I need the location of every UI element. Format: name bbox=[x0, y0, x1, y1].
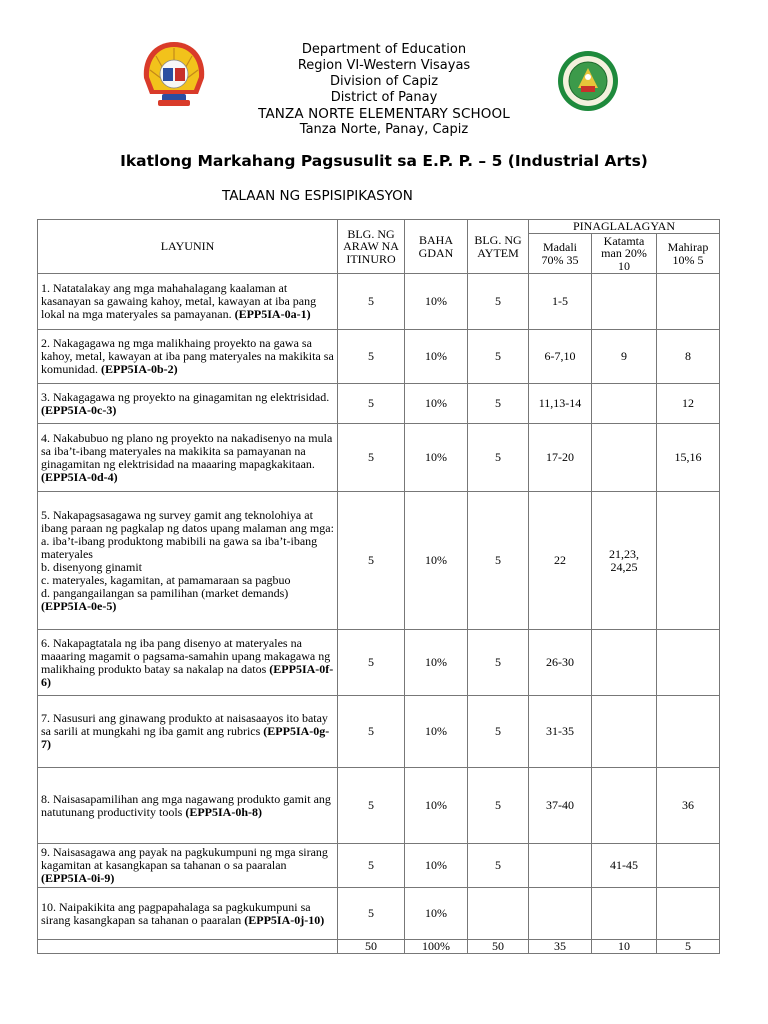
difficult-cell bbox=[657, 274, 720, 330]
items-cell: 5 bbox=[468, 384, 529, 424]
competency-code: (EPP5IA-0i-9) bbox=[41, 871, 115, 885]
competency-code: (EPP5IA-0j-10) bbox=[244, 912, 325, 927]
competency-code: (EPP5IA-0c-3) bbox=[41, 402, 117, 417]
table-row bbox=[38, 330, 720, 384]
days-cell: 5 bbox=[338, 888, 405, 940]
easy-cell bbox=[529, 888, 592, 940]
easy-cell: 6-7,10 bbox=[529, 330, 592, 384]
easy-cell: 1-5 bbox=[529, 274, 592, 330]
region-name: Region VI-Western Visayas bbox=[297, 58, 471, 73]
objective-text: 1. Natatalakay ang mga mahahalagang kaalaman at kasanayan sa gawaing kahoy, metal, kawayan at iba pang lokal na mga materyales sa pamayanan. bbox=[41, 281, 317, 321]
competency-code: (EPP5IA-0g-7) bbox=[41, 724, 330, 751]
objective-cell bbox=[38, 424, 338, 492]
difficult-cell bbox=[657, 630, 720, 696]
objective-cell bbox=[38, 844, 338, 888]
table-row bbox=[38, 384, 720, 424]
average-cell: 9 bbox=[592, 330, 657, 384]
average-cell bbox=[592, 768, 657, 844]
objective-cell bbox=[38, 768, 338, 844]
easy-cell: 37-40 bbox=[529, 768, 592, 844]
objective-cell bbox=[38, 492, 338, 630]
percent-cell: 10% bbox=[405, 384, 468, 424]
items-cell: 5 bbox=[468, 696, 529, 768]
total-difficult: 5 bbox=[657, 940, 720, 954]
days-cell: 5 bbox=[338, 768, 405, 844]
easy-cell: 17-20 bbox=[529, 424, 592, 492]
days-cell: 5 bbox=[338, 274, 405, 330]
header-days: BLG. NG ARAW NA ITINURO bbox=[338, 220, 405, 274]
table-row bbox=[38, 844, 720, 888]
header-layunin: LAYUNIN bbox=[38, 220, 338, 274]
easy-cell: 31-35 bbox=[529, 696, 592, 768]
average-cell bbox=[592, 274, 657, 330]
objective-cell bbox=[38, 384, 338, 424]
objective-text: 7. Nasusuri ang ginawang produkto at naisasaayos ito batay sa sarili at mungkahi ng iba gamit ang rubrics bbox=[41, 711, 328, 738]
header-difficult: Mahirap 10% 5 bbox=[657, 234, 720, 274]
items-cell: 5 bbox=[468, 844, 529, 888]
items-cell: 5 bbox=[468, 768, 529, 844]
difficult-cell: 8 bbox=[657, 330, 720, 384]
objective-cell bbox=[38, 888, 338, 940]
objective-text: 9. Naisasagawa ang payak na pagkukumpuni ng mga sirang kagamitan at kasangkapan sa tahanan o sa paaralan bbox=[41, 845, 328, 872]
average-cell: 41-45 bbox=[592, 844, 657, 888]
average-cell bbox=[592, 424, 657, 492]
items-cell bbox=[468, 888, 529, 940]
easy-cell bbox=[529, 844, 592, 888]
competency-code: (EPP5IA-0b-2) bbox=[101, 362, 178, 376]
objective-cell bbox=[38, 696, 338, 768]
competency-code: (EPP5IA-0e-5) bbox=[41, 598, 117, 613]
days-cell: 5 bbox=[338, 424, 405, 492]
easy-cell: 11,13-14 bbox=[529, 384, 592, 424]
easy-cell: 26-30 bbox=[529, 630, 592, 696]
table-body bbox=[38, 274, 720, 940]
objective-text: 3. Nakagagawa ng proyekto na ginagamitan ng elektrisidad. bbox=[41, 389, 330, 404]
competency-code: (EPP5IA-0d-4) bbox=[41, 469, 118, 484]
average-cell: 21,23, 24,25 bbox=[592, 492, 657, 630]
percent-cell: 10% bbox=[405, 492, 468, 630]
difficult-cell: 12 bbox=[657, 384, 720, 424]
totals-row bbox=[38, 940, 720, 954]
objective-cell bbox=[38, 630, 338, 696]
table-row bbox=[38, 492, 720, 630]
days-cell: 5 bbox=[338, 696, 405, 768]
header-items: BLG. NG AYTEM bbox=[468, 220, 529, 274]
table-row bbox=[38, 424, 720, 492]
objective-text: 8. Naisasapamilihan ang mga nagawang produkto gamit ang natutunang productivity tools bbox=[41, 791, 331, 819]
percent-cell: 10% bbox=[405, 696, 468, 768]
difficult-cell: 15,16 bbox=[657, 424, 720, 492]
average-cell bbox=[592, 384, 657, 424]
objective-cell bbox=[38, 330, 338, 384]
header-average: Katamta man 20% 10 bbox=[592, 234, 657, 274]
difficult-cell bbox=[657, 696, 720, 768]
items-cell: 5 bbox=[468, 274, 529, 330]
table-row bbox=[38, 630, 720, 696]
percent-cell: 10% bbox=[405, 274, 468, 330]
table-row bbox=[38, 768, 720, 844]
totals-label bbox=[38, 940, 338, 954]
objective-text: 6. Nakapagtatala ng iba pang disenyo at materyales na maaaring magamit o pagsama-samahin upang makagawa ng malikhaing produkto batay sa nakalap na datos bbox=[41, 635, 331, 676]
document-title: Ikatlong Markahang Pagsusulit sa E.P. P. – 5 (Industrial Arts) bbox=[120, 152, 648, 170]
table-row bbox=[38, 888, 720, 940]
items-cell: 5 bbox=[468, 330, 529, 384]
letterhead bbox=[0, 42, 768, 138]
percent-cell: 10% bbox=[405, 630, 468, 696]
items-cell: 5 bbox=[468, 492, 529, 630]
percent-cell: 10% bbox=[405, 424, 468, 492]
items-cell: 5 bbox=[468, 424, 529, 492]
district-name: District of Panay bbox=[330, 90, 438, 105]
header-easy: Madali 70% 35 bbox=[529, 234, 592, 274]
total-easy: 35 bbox=[529, 940, 592, 954]
percent-cell: 10% bbox=[405, 888, 468, 940]
difficult-cell bbox=[657, 492, 720, 630]
table-row bbox=[38, 274, 720, 330]
total-items: 50 bbox=[468, 940, 529, 954]
total-average: 10 bbox=[592, 940, 657, 954]
objective-cell bbox=[38, 274, 338, 330]
percent-cell: 10% bbox=[405, 330, 468, 384]
items-cell: 5 bbox=[468, 630, 529, 696]
header-placement: PINAGLALAGYAN bbox=[529, 220, 720, 234]
days-cell: 5 bbox=[338, 844, 405, 888]
table-row bbox=[38, 696, 720, 768]
total-days: 50 bbox=[338, 940, 405, 954]
days-cell: 5 bbox=[338, 630, 405, 696]
total-percent: 100% bbox=[405, 940, 468, 954]
days-cell: 5 bbox=[338, 384, 405, 424]
competency-code: (EPP5IA-0h-8) bbox=[185, 804, 262, 819]
objective-text: 4. Nakabubuo ng plano ng proyekto na nakadisenyo na mula sa iba’t-ibang materyales na makikita sa pamayanan na ginagamitan ng elektrisidad na maaaring mapagkakitaan. bbox=[41, 430, 333, 471]
department-name: Department of Education bbox=[301, 42, 467, 57]
days-cell: 5 bbox=[338, 330, 405, 384]
average-cell bbox=[592, 630, 657, 696]
objective-text: 5. Nakapagsasagawa ng survey gamit ang teknolohiya at ibang paraan ng pagkalap ng datos upang malaman ang mga: a. iba’t-ibang produktong mabibili na gawa sa iba’t-ibang materyales b. disenyong ginamit c. materyales, kagamitan, at pamamaraan sa pagbuo d. pangangailangan sa pamilihan (market demands) bbox=[41, 507, 334, 600]
difficult-cell bbox=[657, 844, 720, 888]
header-percent: BAHA GDAN bbox=[405, 220, 468, 274]
competency-code: (EPP5IA-0a-1) bbox=[234, 307, 311, 321]
easy-cell: 22 bbox=[529, 492, 592, 630]
school-address: Tanza Norte, Panay, Capiz bbox=[299, 122, 469, 137]
specification-table bbox=[37, 219, 720, 954]
difficult-cell: 36 bbox=[657, 768, 720, 844]
division-name: Division of Capiz bbox=[329, 74, 439, 89]
school-name: TANZA NORTE ELEMENTARY SCHOOL bbox=[258, 106, 510, 122]
percent-cell: 10% bbox=[405, 768, 468, 844]
document-subtitle: TALAAN NG ESPISIPIKASYON bbox=[222, 188, 413, 204]
objective-text: 2. Nakagagawa ng mga malikhaing proyekto na gawa sa kahoy, metal, kawayan at iba pang materyales na makikita sa komunidad. bbox=[41, 336, 334, 376]
average-cell bbox=[592, 888, 657, 940]
percent-cell: 10% bbox=[405, 844, 468, 888]
difficult-cell bbox=[657, 888, 720, 940]
days-cell: 5 bbox=[338, 492, 405, 630]
competency-code: (EPP5IA-0f-6) bbox=[41, 661, 334, 689]
average-cell bbox=[592, 696, 657, 768]
objective-text: 10. Naipakikita ang pagpapahalaga sa pagkukumpuni sa sirang kasangkapan sa tahanan o paaralan bbox=[41, 899, 311, 927]
